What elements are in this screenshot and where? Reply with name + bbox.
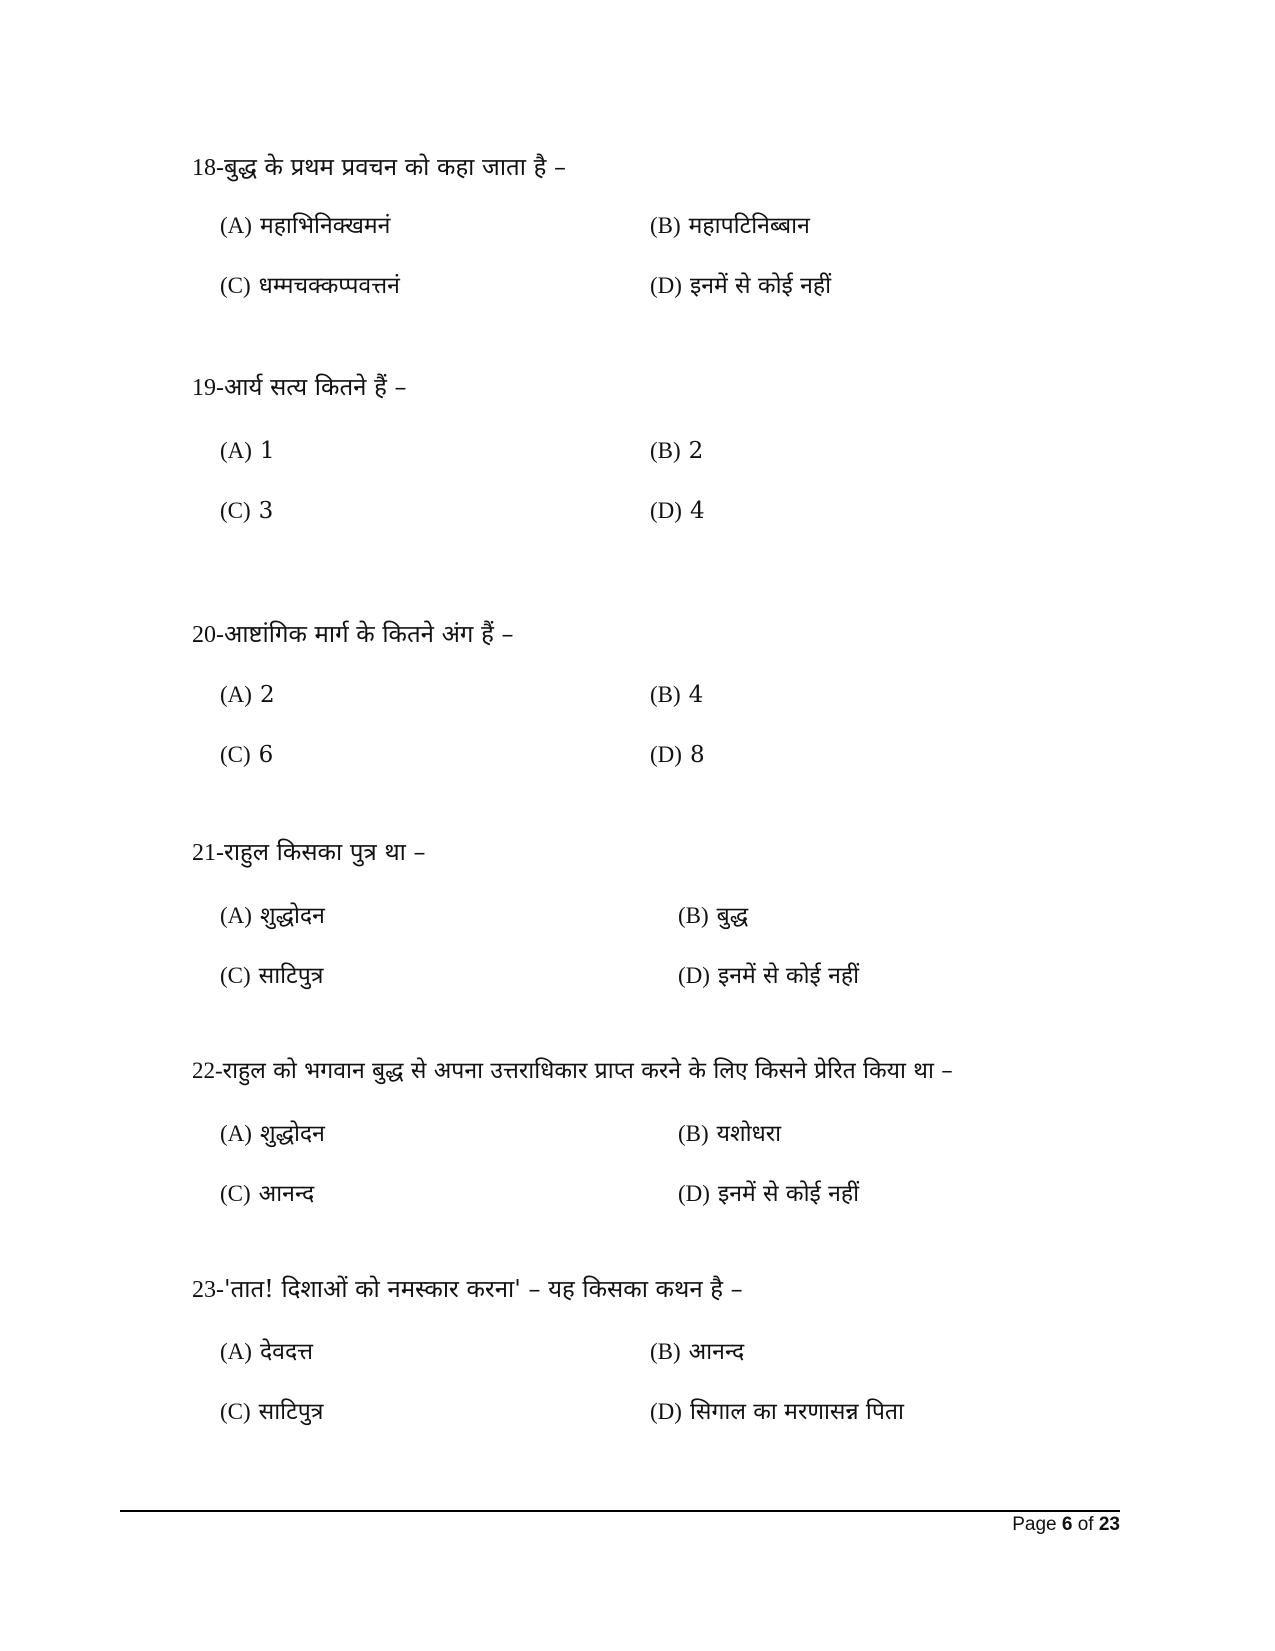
option-text: आनन्द [258, 1181, 315, 1207]
option-label: (B) [678, 1121, 709, 1146]
option-text: शुद्धोदन [259, 903, 325, 929]
option-text: 2 [259, 682, 275, 708]
footer-divider [120, 1510, 1120, 1512]
page-separator: of [1077, 1514, 1094, 1535]
option-label: (A) [220, 1121, 252, 1146]
question-text: आष्टांगिक मार्ग के कितने अंग हैं – [224, 620, 514, 648]
question-text: 'तात! दिशाओं को नमस्कार करना' – यह किसका कथन है – [224, 1275, 743, 1303]
option-label: (B) [650, 213, 681, 238]
option-label: (B) [678, 903, 709, 928]
option-text: साटिपुत्र [258, 963, 324, 989]
option-text: यशोधरा [716, 1121, 782, 1147]
question-20 [192, 617, 513, 650]
option-text: आनन्द [688, 1339, 745, 1365]
option-c [220, 1394, 324, 1426]
question-21 [192, 835, 426, 868]
option-text: 6 [258, 742, 274, 768]
option-label: (C) [220, 963, 251, 988]
option-label: (D) [678, 963, 710, 988]
question-19 [192, 370, 406, 403]
question-text: राहुल किसका पुत्र था – [224, 838, 426, 866]
option-text: साटिपुत्र [258, 1399, 324, 1425]
option-label: (A) [220, 438, 252, 463]
option-label: (B) [650, 1339, 681, 1364]
option-label: (A) [220, 682, 252, 707]
option-a [220, 208, 390, 240]
option-text: बुद्ध [716, 903, 749, 929]
option-text: 4 [688, 682, 704, 708]
option-label: (B) [650, 682, 681, 707]
option-d [678, 958, 859, 990]
option-text: इनमें से कोई नहीं [717, 963, 860, 989]
option-text: धम्मचक्कप्पवत्तनं [258, 273, 400, 299]
option-d [650, 1394, 904, 1426]
question-text: राहुल को भगवान बुद्ध से अपना उत्तराधिकार प्राप्त करने के लिए किसने प्रेरित किया था – [222, 1058, 953, 1084]
option-label: (D) [650, 273, 682, 298]
option-text: 4 [689, 498, 705, 524]
option-d [650, 498, 705, 524]
option-text: 8 [689, 742, 705, 768]
option-b [650, 682, 703, 708]
option-a [220, 682, 275, 708]
option-text: महापटिनिब्बान [688, 213, 810, 239]
page-footer [1012, 1514, 1120, 1536]
option-d [678, 1176, 859, 1208]
option-c [220, 498, 273, 524]
option-label: (C) [220, 742, 251, 767]
option-label: (C) [220, 498, 251, 523]
option-text: 3 [258, 498, 274, 524]
option-label: (A) [220, 1339, 252, 1364]
question-number: 23- [192, 1277, 224, 1303]
question-23 [192, 1272, 743, 1305]
question-text: आर्य सत्य कितने हैं – [224, 373, 407, 401]
option-text: महाभिनिक्खमनं [259, 213, 391, 239]
question-number: 21- [192, 840, 224, 866]
option-b [650, 1334, 744, 1366]
option-label: (D) [650, 742, 682, 767]
option-b [650, 438, 703, 464]
option-a [220, 438, 275, 464]
option-text: 2 [688, 438, 704, 464]
option-text: देवदत्त [259, 1339, 314, 1365]
option-label: (A) [220, 213, 252, 238]
option-label: (A) [220, 903, 252, 928]
option-a [220, 898, 325, 930]
option-d [650, 742, 705, 768]
option-c [220, 958, 324, 990]
option-a [220, 1334, 313, 1366]
page-current: 6 [1061, 1514, 1073, 1535]
question-number: 20- [192, 622, 224, 648]
option-label: (D) [650, 498, 682, 523]
option-c [220, 742, 273, 768]
option-b [678, 1116, 781, 1148]
option-label: (C) [220, 1181, 251, 1206]
question-number: 19- [192, 375, 224, 401]
option-a [220, 1116, 325, 1148]
question-number: 22- [192, 1058, 223, 1083]
option-label: (B) [650, 438, 681, 463]
option-c [220, 268, 400, 300]
option-text: 1 [259, 438, 275, 464]
option-b [678, 898, 748, 930]
question-22 [192, 1053, 953, 1085]
question-18 [192, 150, 566, 183]
question-number: 18- [192, 155, 224, 181]
option-text: इनमें से कोई नहीं [689, 273, 832, 299]
page-total: 23 [1098, 1514, 1120, 1535]
page-prefix: Page [1012, 1514, 1057, 1535]
option-label: (D) [650, 1399, 682, 1424]
option-text: इनमें से कोई नहीं [717, 1181, 860, 1207]
option-text: सिगाल का मरणासन्न पिता [689, 1399, 904, 1425]
option-d [650, 268, 831, 300]
option-label: (C) [220, 273, 251, 298]
question-text: बुद्ध के प्रथम प्रवचन को कहा जाता है – [224, 153, 566, 181]
option-text: शुद्धोदन [259, 1121, 325, 1147]
option-label: (C) [220, 1399, 251, 1424]
option-label: (D) [678, 1181, 710, 1206]
option-c [220, 1176, 314, 1208]
option-b [650, 208, 810, 240]
